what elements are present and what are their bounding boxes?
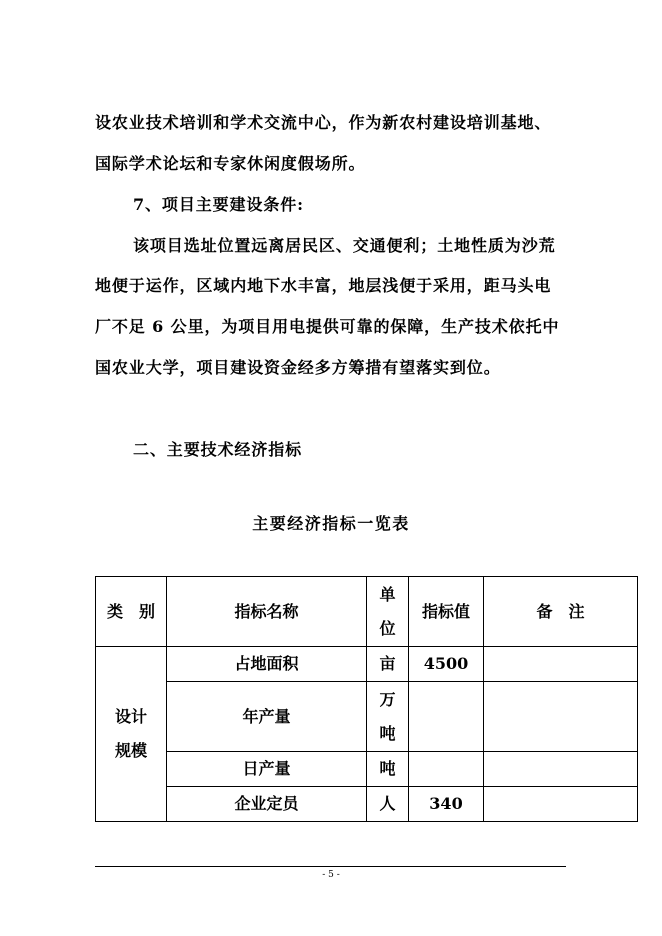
footer-rule: [95, 866, 566, 867]
row-unit: 亩: [367, 647, 409, 682]
subsection-heading: 7、项目主要建设条件:: [133, 195, 304, 214]
table-caption: 主要经济指标一览表: [252, 514, 410, 533]
row-remark: [484, 647, 638, 682]
row-value: 4500: [409, 647, 484, 682]
page-number: - 5 -: [322, 870, 340, 880]
paragraph-line: 国际学术论坛和专家休闲度假场所。: [95, 154, 366, 173]
metrics-table: [95, 576, 638, 822]
row-value: [409, 752, 484, 787]
row-name: 年产量: [167, 682, 367, 752]
row-remark: [484, 787, 638, 822]
row-value: 340: [409, 787, 484, 822]
header-category: 类 别: [96, 577, 167, 647]
header-value: 指标值: [409, 577, 484, 647]
table-row: [96, 787, 638, 822]
group-label-cell: 设计规模: [96, 647, 167, 822]
row-remark: [484, 682, 638, 752]
table-row: [96, 752, 638, 787]
row-value: [409, 682, 484, 752]
header-unit: 单位: [367, 577, 409, 647]
header-remark: 备 注: [484, 577, 638, 647]
table-header-row: [96, 577, 638, 647]
paragraph-line: 该项目选址位置远离居民区、交通便利；土地性质为沙荒: [133, 236, 556, 255]
table-row: [96, 682, 638, 752]
paragraph-line: 厂不足 6 公里，为项目用电提供可靠的保障，生产技术依托中: [95, 317, 560, 336]
paragraph-line: 地便于运作，区域内地下水丰富，地层浅便于采用，距马头电: [95, 276, 552, 295]
row-name: 占地面积: [167, 647, 367, 682]
row-remark: [484, 752, 638, 787]
row-unit: 吨: [367, 752, 409, 787]
row-name: 企业定员: [167, 787, 367, 822]
row-unit: 万吨: [367, 682, 409, 752]
paragraph-line: 国农业大学，项目建设资金经多方筹措有望落实到位。: [95, 358, 501, 377]
row-name: 日产量: [167, 752, 367, 787]
paragraph-line: 设农业技术培训和学术交流中心，作为新农村建设培训基地、: [95, 113, 552, 132]
table-row: [96, 647, 638, 682]
row-unit: 人: [367, 787, 409, 822]
section-heading: 二、主要技术经济指标: [133, 440, 303, 459]
header-name: 指标名称: [167, 577, 367, 647]
